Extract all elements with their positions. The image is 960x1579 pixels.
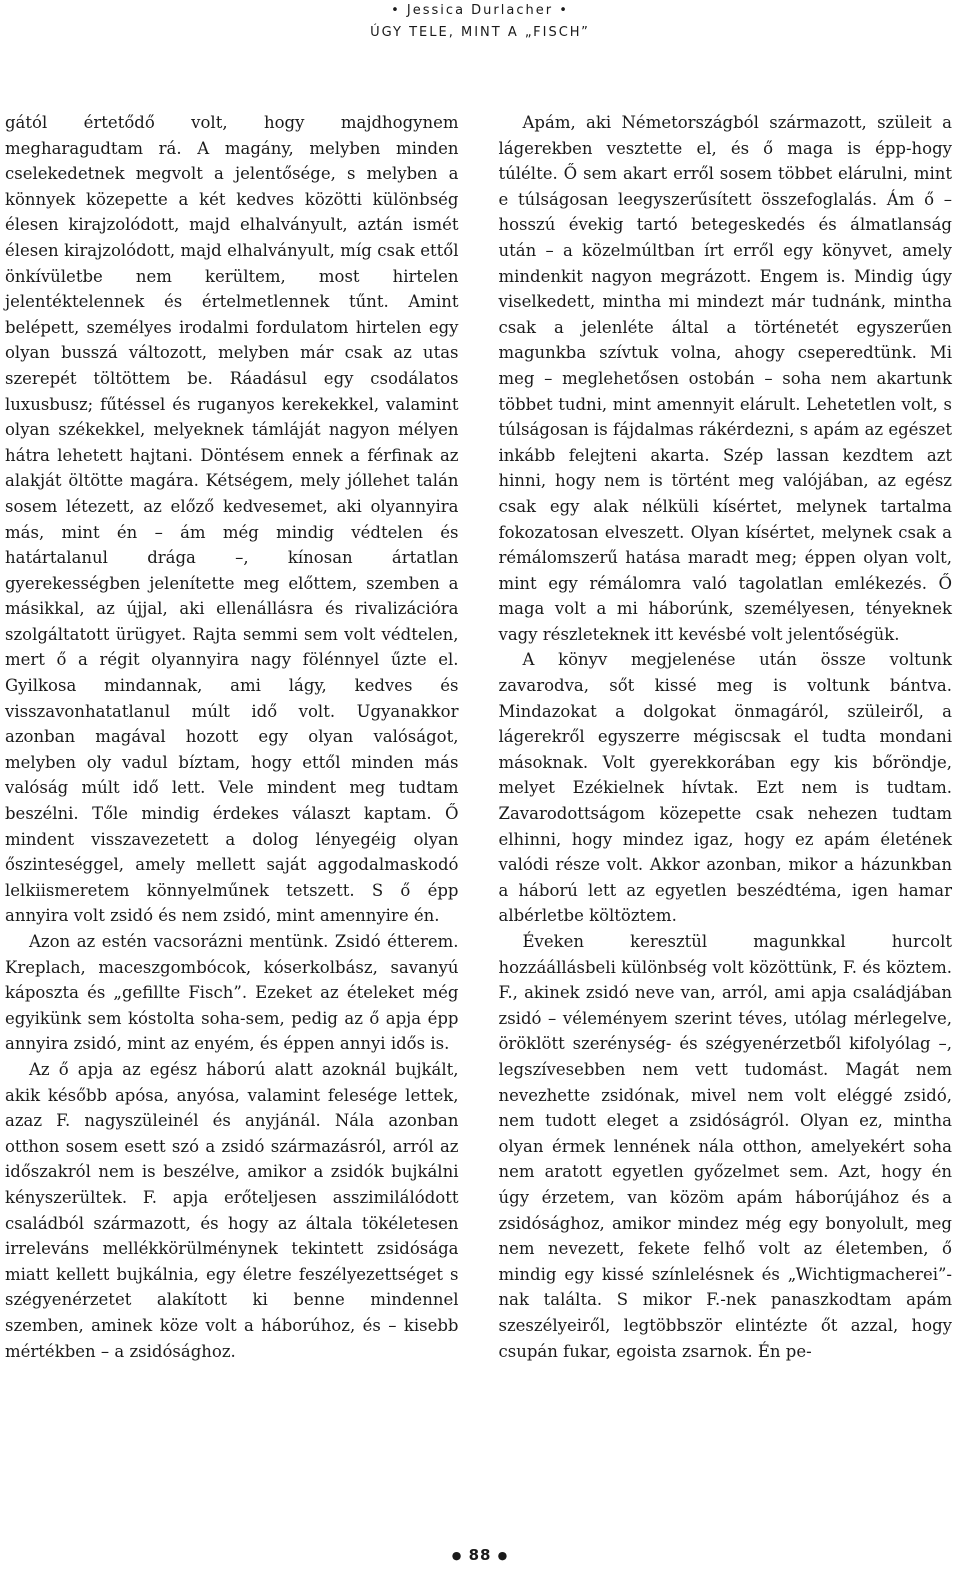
- running-head-author: • Jessica Durlacher •: [391, 3, 569, 18]
- paragraph: gától értetődő volt, hogy majdhogynem megharagudtam rá. A magány, melyben minden cselekedetnek megvolt a jelentősége, s melyben a könnyek közepette a két kedves közötti különbség élesen kirajzolódott, majd elhalványult, aztán ismét élesen kirajzolódott, majd elhalványult, míg csak ettől önkívületbe nem kerültem, most hirtelen jelentéktelennek és értelmetlennek tűnt. Amint belépett, személyes irodalmi fordulatom hirtelen egy olyan busszá változott, melyben már csak az utas szerepét töltöttem be. Ráadásul egy csodálatos luxusbusz; fűtéssel és ruganyos kerekekkel, valamint olyan székekkel, melyeknek támláját nagyon mélyen hátra lehetett hajtani. Döntésem ennek a férfinak az alakját öltötte magára. Kétségem, mely jóllehet talán sosem létezett, az előző kedvesemet, aki olyannyira más, mint én – ám még mindig védtelen és határtalanul drága –, kínosan ártatlan gyerekességben jelenítette meg előttem, szemben a másikkal, az újjal, aki ellenállásra és rivalizációra szolgáltatott ürügyet. Rajta semmi sem volt védtelen, mert ő a régit olyannyira nagy fölénnyel űzte el. Gyilkosa mindannak, ami lágy, kedves és visszavonhatatlanul múlt idő volt. Ugyanakkor azonban magával hozott egy olyan valóságot, melyben oly vadul bíztam, hogy ettől minden más valóság múlt idő lett. Vele mindent meg tudtam beszélni. Tőle mindig érdekes választ kaptam. Ő mindent visszavezetett a dolog lényegéig olyan őszinteséggel, amely mellett saját aggodalmaskodó lelkiismeretem könnyelműnek tetszett. S ő épp annyira volt zsidó és nem zsidó, mint amennyire én.: [5, 113, 459, 926]
- paragraph: Apám, aki Németországból származott, szüleit a lágerekben vesztette el, és ő maga is épp-hogy túlélte. Ő sem akart erről sosem többet elárulni, mint e túlságosan leegyszerűsített összefoglalás. Ám ő – hosszú évekig tartó betegeskedés és álmatlanság után – a közelmúltban írt erről egy könyvet, amely mindenkit nagyon megrázott. Engem is. Mindig úgy viselkedett, mintha mi mindezt már tudnánk, mintha csak a jelenléte által a történetét egyszerűen magunkba szívtuk volna, ahogy cseperedtünk. Mi meg – meglehetősen ostobán – soha nem akartunk többet tudni, mint amennyit elárult. Lehetetlen volt, s túlságosan is fájdalmas rákérdezni, s apám az egészet inkább felejteni akarta. Szép lassan kezdtem azt hinni, hogy nem is történt meg valójában, az egész csak egy alak nélküli kísértet, melynek tartalma fokozatosan elveszett. Olyan kísértet, melynek csak a rémálomszerű hatása maradt meg; éppen olyan volt, mint egy rémálomra való tagolatlan emlékezés. Ő maga volt a mi háborúnk, személyesen, tényeknek vagy részleteknek itt kevésbé volt jelentőségük.: [498, 113, 952, 644]
- bullet-icon: ●: [497, 1549, 509, 1562]
- right-column: [499, 110, 953, 1364]
- paragraph: Éveken keresztül magunkkal hurcolt hozzáállásbeli különbség volt közöttünk, F. és köztem. F., akinek zsidó neve van, arról, ami apja családjában zsidó – véleményem szerint téves, utólag mérlegelve, öröklött szerénység- és szégyenérzetből kifolyólag –, legszívesebben nem vett tudomást. Magát nem nevezhette zsidónak, mivel nem volt eléggé zsidó, nem tudott eleget a zsidóságról. Olyan ez, mintha olyan érmek lennének nála otthon, amelyekért soha nem aratott egyetlen győzelmet sem. Azt, hogy én úgy érzetem, van közöm apám háborújához és a zsidósághoz, amikor mindez még egy bonyolult, meg nem nevezett, fekete felhő volt az életemben, ő mindig egy kissé színlelésnek és „Wichtigmacherei”-nak találta. S mikor F.-nek panaszkodtam apám szeszélyeiről, legtöbbször elintézte őt azzal, hogy csupán fukar, egoista zsarnok. Én pe-: [498, 932, 952, 1361]
- running-head: [0, 0, 960, 44]
- left-column: [5, 110, 459, 1364]
- paragraph: Azon az estén vacsorázni mentünk. Zsidó étterem. Kreplach, maceszgombócok, kóserkolbász, savanyú káposzta és „gefillte Fisch”. Ezeket az ételeket még egyikünk sem kóstolta soha-sem, pedig az ő apja épp annyira zsidó, mint az enyém, és éppen annyi idős is.: [5, 932, 459, 1054]
- paragraph: Az ő apja az egész háború alatt azoknál bujkált, akik később apósa, anyósa, valamint felesége lettek, azaz F. nagyszüleinél és anyjánál. Nála azonban otthon sosem esett szó a zsidó származásról, arról az időszakról nem is beszélve, amikor a zsidók bujkálni kényszerültek. F. apja erőteljesen asszimilálódott családból származott, és hogy az általa tökéletesen irreleváns mellékkörülménynek tekintett zsidósága miatt kellett bujkálnia, egy életre feszélyezettséget s szégyenérzetet alakított ki benne mindennel szemben, aminek köze volt a háborúhoz, és – kisebb mértékben – a zsidósághoz.: [5, 1059, 459, 1361]
- running-head-title: ÚGY TELE, MINT A „FISCH”: [370, 25, 590, 40]
- text-body: [5, 110, 952, 1364]
- page-number-footer: [0, 1546, 960, 1564]
- paragraph: A könyv megjelenése után össze voltunk zavarodva, sőt kissé meg is voltunk bántva. Mindazokat a dolgokat önmagáról, szüleiről, a lágerekről egyszerre mégiscsak el tudta mondani másoknak. Volt gyerekkorában egy kis bőröndje, melyet Ezékielnek hívtak. Ezt nem is tudtam. Zavarodottságom közepette csak nehezen tudtam elhinni, hogy mindez igaz, hogy ez apám életének valódi része volt. Akkor azonban, mikor a házunkban a háború lett az egyetlen beszédtéma, igen hamar albérletbe költöztem.: [498, 650, 952, 926]
- bullet-icon: ●: [451, 1549, 463, 1562]
- page-number: 88: [468, 1546, 492, 1564]
